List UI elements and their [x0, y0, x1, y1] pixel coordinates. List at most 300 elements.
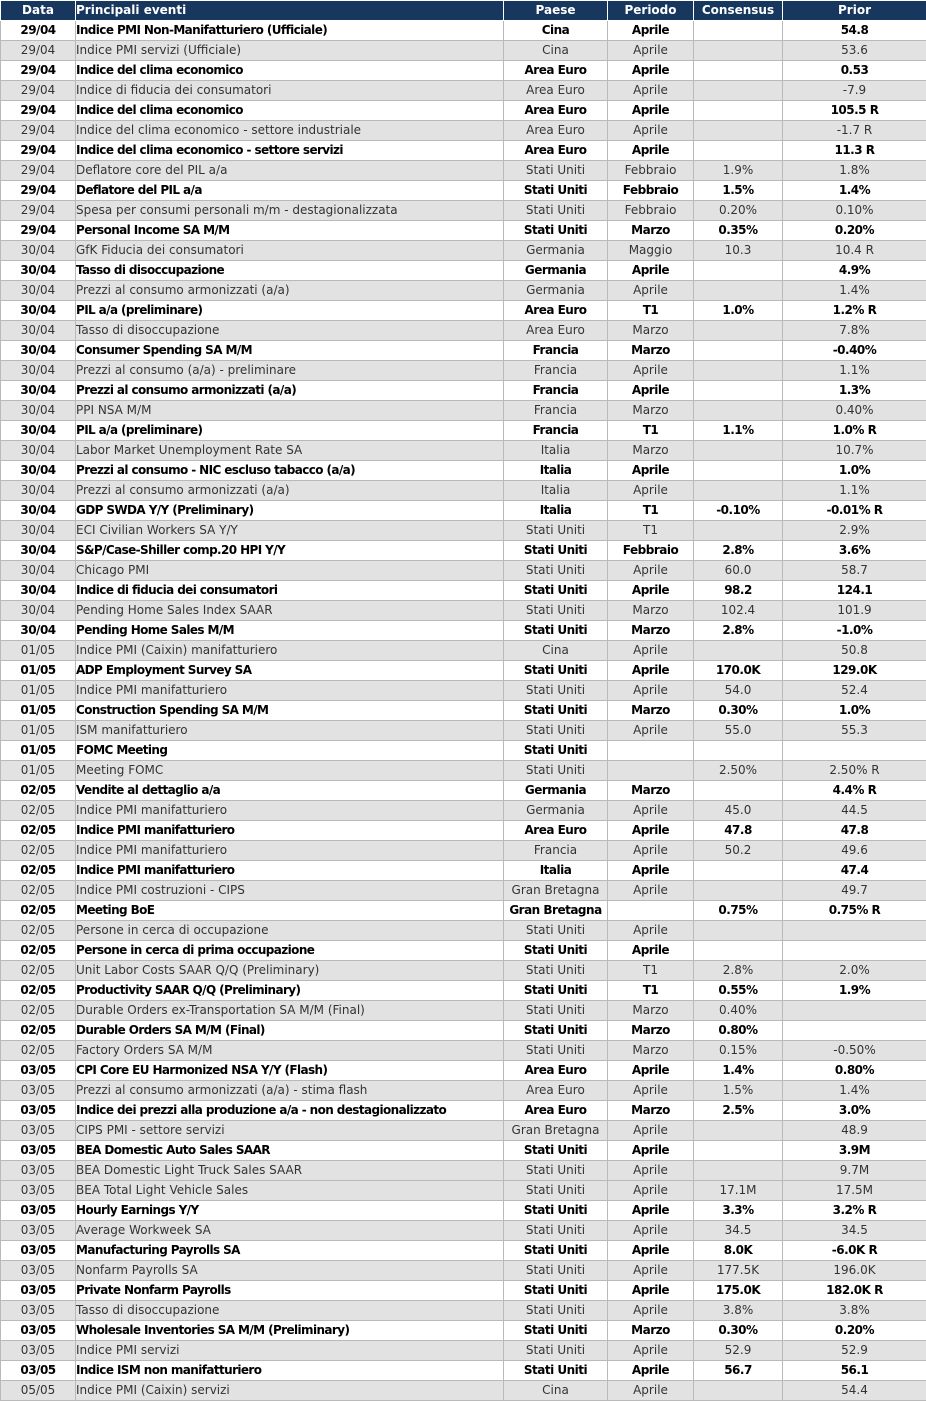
cell-date: 30/04 — [1, 321, 76, 341]
cell-prior: 2.0% — [783, 961, 926, 981]
cell-country: Stati Uniti — [504, 1221, 608, 1241]
cell-date: 30/04 — [1, 381, 76, 401]
cell-consensus — [694, 921, 783, 941]
table-row — [1, 201, 926, 221]
cell-prior: 4.4% R — [783, 781, 926, 801]
cell-consensus: 0.15% — [694, 1041, 783, 1061]
table-row — [1, 1181, 926, 1201]
cell-prior: -0.40% — [783, 341, 926, 361]
cell-period: T1 — [608, 301, 694, 321]
cell-date: 30/04 — [1, 341, 76, 361]
table-header — [1, 1, 926, 21]
cell-date: 02/05 — [1, 1001, 76, 1021]
cell-prior: 2.9% — [783, 521, 926, 541]
cell-period: Aprile — [608, 1261, 694, 1281]
cell-country: Stati Uniti — [504, 1041, 608, 1061]
cell-event: Hourly Earnings Y/Y — [76, 1201, 504, 1221]
cell-event: BEA Domestic Light Truck Sales SAAR — [76, 1161, 504, 1181]
cell-consensus — [694, 941, 783, 961]
cell-prior: -0.50% — [783, 1041, 926, 1061]
cell-event: Manufacturing Payrolls SA — [76, 1241, 504, 1261]
cell-country: Area Euro — [504, 141, 608, 161]
cell-event: ADP Employment Survey SA — [76, 661, 504, 681]
cell-country: Area Euro — [504, 1101, 608, 1121]
cell-date: 01/05 — [1, 681, 76, 701]
cell-prior: -6.0K R — [783, 1241, 926, 1261]
table-row — [1, 1021, 926, 1041]
cell-event: Indice PMI (Caixin) servizi — [76, 1381, 504, 1401]
cell-country: Stati Uniti — [504, 1201, 608, 1221]
table-row — [1, 1321, 926, 1341]
table-row — [1, 761, 926, 781]
cell-period: Aprile — [608, 261, 694, 281]
cell-prior: 1.3% — [783, 381, 926, 401]
cell-period: Aprile — [608, 21, 694, 41]
cell-country: Francia — [504, 361, 608, 381]
cell-period: Aprile — [608, 81, 694, 101]
cell-prior: 1.2% R — [783, 301, 926, 321]
cell-date: 30/04 — [1, 581, 76, 601]
cell-event: Chicago PMI — [76, 561, 504, 581]
cell-consensus — [694, 881, 783, 901]
table-row — [1, 621, 926, 641]
cell-event: Deflatore core del PIL a/a — [76, 161, 504, 181]
cell-event: Indice PMI costruzioni - CIPS — [76, 881, 504, 901]
cell-prior: 10.4 R — [783, 241, 926, 261]
table-row — [1, 21, 926, 41]
cell-event: CIPS PMI - settore servizi — [76, 1121, 504, 1141]
cell-prior: 4.9% — [783, 261, 926, 281]
cell-period: T1 — [608, 961, 694, 981]
cell-date: 30/04 — [1, 361, 76, 381]
cell-country: Germania — [504, 801, 608, 821]
cell-prior: 58.7 — [783, 561, 926, 581]
cell-period — [608, 901, 694, 921]
cell-country: Area Euro — [504, 1081, 608, 1101]
cell-country: Italia — [504, 501, 608, 521]
cell-consensus: 50.2 — [694, 841, 783, 861]
cell-prior: 10.7% — [783, 441, 926, 461]
cell-period: T1 — [608, 521, 694, 541]
cell-period: Aprile — [608, 581, 694, 601]
cell-event: Prezzi al consumo - NIC escluso tabacco (a/a) — [76, 461, 504, 481]
cell-event: Prezzi al consumo (a/a) - preliminare — [76, 361, 504, 381]
cell-date: 03/05 — [1, 1321, 76, 1341]
cell-period: T1 — [608, 981, 694, 1001]
cell-prior: 55.3 — [783, 721, 926, 741]
cell-prior — [783, 941, 926, 961]
cell-event: Indice PMI servizi (Ufficiale) — [76, 41, 504, 61]
cell-consensus: 1.9% — [694, 161, 783, 181]
cell-consensus — [694, 741, 783, 761]
cell-event: Indice PMI manifatturiero — [76, 801, 504, 821]
cell-event: Labor Market Unemployment Rate SA — [76, 441, 504, 461]
cell-consensus: 2.5% — [694, 1101, 783, 1121]
cell-event: S&P/Case-Shiller comp.20 HPI Y/Y — [76, 541, 504, 561]
cell-prior: 0.20% — [783, 1321, 926, 1341]
cell-date: 01/05 — [1, 701, 76, 721]
table-row — [1, 481, 926, 501]
table-row — [1, 441, 926, 461]
cell-date: 30/04 — [1, 301, 76, 321]
cell-country: Germania — [504, 281, 608, 301]
cell-prior: 3.2% R — [783, 1201, 926, 1221]
cell-consensus — [694, 481, 783, 501]
cell-date: 01/05 — [1, 761, 76, 781]
cell-country: Stati Uniti — [504, 561, 608, 581]
table-row — [1, 1301, 926, 1321]
header-date: Data — [1, 1, 76, 21]
table-row — [1, 461, 926, 481]
cell-date: 30/04 — [1, 261, 76, 281]
cell-consensus — [694, 521, 783, 541]
cell-period: Aprile — [608, 381, 694, 401]
cell-event: Indice PMI Non-Manifatturiero (Ufficiale) — [76, 21, 504, 41]
cell-prior: 9.7M — [783, 1161, 926, 1181]
table-row — [1, 981, 926, 1001]
cell-period: Marzo — [608, 441, 694, 461]
cell-event: Indice del clima economico — [76, 61, 504, 81]
cell-consensus: 0.40% — [694, 1001, 783, 1021]
cell-country: Gran Bretagna — [504, 1121, 608, 1141]
cell-period: Marzo — [608, 1001, 694, 1021]
cell-country: Stati Uniti — [504, 1361, 608, 1381]
cell-prior: 1.0% — [783, 461, 926, 481]
cell-period: Aprile — [608, 921, 694, 941]
cell-event: Tasso di disoccupazione — [76, 321, 504, 341]
cell-prior: 3.0% — [783, 1101, 926, 1121]
cell-event: FOMC Meeting — [76, 741, 504, 761]
table-row — [1, 241, 926, 261]
cell-period: Aprile — [608, 1341, 694, 1361]
cell-prior: 11.3 R — [783, 141, 926, 161]
table-row — [1, 1381, 926, 1401]
cell-country: Gran Bretagna — [504, 881, 608, 901]
cell-date: 01/05 — [1, 661, 76, 681]
cell-prior: 47.8 — [783, 821, 926, 841]
cell-event: Unit Labor Costs SAAR Q/Q (Preliminary) — [76, 961, 504, 981]
cell-country: Stati Uniti — [504, 981, 608, 1001]
cell-date: 03/05 — [1, 1241, 76, 1261]
cell-prior: -0.01% R — [783, 501, 926, 521]
cell-event: Prezzi al consumo armonizzati (a/a) — [76, 481, 504, 501]
cell-consensus: 10.3 — [694, 241, 783, 261]
cell-prior: 49.6 — [783, 841, 926, 861]
cell-consensus: 3.8% — [694, 1301, 783, 1321]
cell-prior: 3.6% — [783, 541, 926, 561]
cell-prior: 129.0K — [783, 661, 926, 681]
table-row — [1, 1241, 926, 1261]
table-row — [1, 821, 926, 841]
cell-prior: 17.5M — [783, 1181, 926, 1201]
cell-prior: 0.53 — [783, 61, 926, 81]
cell-period: Aprile — [608, 1301, 694, 1321]
cell-event: Indice del clima economico - settore industriale — [76, 121, 504, 141]
cell-date: 29/04 — [1, 221, 76, 241]
cell-date: 02/05 — [1, 921, 76, 941]
cell-prior — [783, 741, 926, 761]
cell-event: Persone in cerca di occupazione — [76, 921, 504, 941]
cell-country: Stati Uniti — [504, 761, 608, 781]
cell-event: ECI Civilian Workers SA Y/Y — [76, 521, 504, 541]
cell-prior: 0.20% — [783, 221, 926, 241]
cell-prior: -1.0% — [783, 621, 926, 641]
cell-date: 02/05 — [1, 861, 76, 881]
cell-event: Pending Home Sales M/M — [76, 621, 504, 641]
cell-prior: 56.1 — [783, 1361, 926, 1381]
cell-period: Aprile — [608, 681, 694, 701]
cell-period: Aprile — [608, 881, 694, 901]
cell-event: Deflatore del PIL a/a — [76, 181, 504, 201]
cell-period: Aprile — [608, 361, 694, 381]
cell-prior: 1.0% — [783, 701, 926, 721]
table-row — [1, 561, 926, 581]
cell-period: Aprile — [608, 721, 694, 741]
cell-period: Aprile — [608, 1241, 694, 1261]
cell-prior: 0.40% — [783, 401, 926, 421]
cell-consensus: 0.30% — [694, 701, 783, 721]
cell-period: Aprile — [608, 801, 694, 821]
cell-event: Average Workweek SA — [76, 1221, 504, 1241]
cell-date: 02/05 — [1, 1021, 76, 1041]
table-row — [1, 321, 926, 341]
cell-country: Stati Uniti — [504, 1341, 608, 1361]
cell-event: PIL a/a (preliminare) — [76, 301, 504, 321]
cell-consensus: 0.30% — [694, 1321, 783, 1341]
cell-period: Aprile — [608, 281, 694, 301]
cell-date: 29/04 — [1, 81, 76, 101]
cell-country: Cina — [504, 21, 608, 41]
cell-event: Productivity SAAR Q/Q (Preliminary) — [76, 981, 504, 1001]
cell-consensus — [694, 61, 783, 81]
cell-event: Indice PMI manifatturiero — [76, 681, 504, 701]
table-row — [1, 521, 926, 541]
cell-country: Area Euro — [504, 301, 608, 321]
cell-consensus — [694, 381, 783, 401]
cell-period: Aprile — [608, 661, 694, 681]
cell-period: T1 — [608, 421, 694, 441]
cell-event: Durable Orders ex-Transportation SA M/M (Final) — [76, 1001, 504, 1021]
table-row — [1, 961, 926, 981]
table-row — [1, 741, 926, 761]
cell-date: 30/04 — [1, 621, 76, 641]
cell-period: Aprile — [608, 561, 694, 581]
cell-consensus — [694, 461, 783, 481]
cell-date: 03/05 — [1, 1361, 76, 1381]
cell-consensus: 56.7 — [694, 1361, 783, 1381]
cell-consensus: 8.0K — [694, 1241, 783, 1261]
cell-country: Area Euro — [504, 1061, 608, 1081]
header-consensus: Consensus — [694, 1, 783, 21]
cell-event: Indice PMI manifatturiero — [76, 861, 504, 881]
cell-consensus: 0.20% — [694, 201, 783, 221]
cell-period: Aprile — [608, 41, 694, 61]
cell-consensus — [694, 861, 783, 881]
cell-date: 30/04 — [1, 461, 76, 481]
cell-event: Spesa per consumi personali m/m - destagionalizzata — [76, 201, 504, 221]
cell-prior: 1.8% — [783, 161, 926, 181]
cell-period: Marzo — [608, 701, 694, 721]
cell-country: Stati Uniti — [504, 1301, 608, 1321]
table-row — [1, 1201, 926, 1221]
table-row — [1, 1081, 926, 1101]
cell-period: Aprile — [608, 841, 694, 861]
table-row — [1, 601, 926, 621]
table-row — [1, 1121, 926, 1141]
cell-prior: 48.9 — [783, 1121, 926, 1141]
cell-event: GDP SWDA Y/Y (Preliminary) — [76, 501, 504, 521]
cell-country: Stati Uniti — [504, 1241, 608, 1261]
cell-prior — [783, 1021, 926, 1041]
cell-consensus: 17.1M — [694, 1181, 783, 1201]
cell-period: Aprile — [608, 1201, 694, 1221]
cell-period: Aprile — [608, 481, 694, 501]
cell-consensus: 54.0 — [694, 681, 783, 701]
cell-prior: 182.0K R — [783, 1281, 926, 1301]
cell-event: Construction Spending SA M/M — [76, 701, 504, 721]
cell-period — [608, 761, 694, 781]
cell-date: 01/05 — [1, 741, 76, 761]
cell-prior: 44.5 — [783, 801, 926, 821]
cell-consensus — [694, 1121, 783, 1141]
cell-period: T1 — [608, 501, 694, 521]
cell-country: Stati Uniti — [504, 681, 608, 701]
cell-prior: 1.1% — [783, 481, 926, 501]
cell-period: Aprile — [608, 1081, 694, 1101]
cell-country: Stati Uniti — [504, 721, 608, 741]
cell-period: Aprile — [608, 141, 694, 161]
cell-event: Vendite al dettaglio a/a — [76, 781, 504, 801]
table-row — [1, 361, 926, 381]
table-row — [1, 1001, 926, 1021]
table-row — [1, 41, 926, 61]
cell-consensus: 0.35% — [694, 221, 783, 241]
cell-event: Private Nonfarm Payrolls — [76, 1281, 504, 1301]
cell-prior: 2.50% R — [783, 761, 926, 781]
table-row — [1, 381, 926, 401]
cell-consensus: 1.5% — [694, 181, 783, 201]
cell-event: Pending Home Sales Index SAAR — [76, 601, 504, 621]
cell-date: 29/04 — [1, 21, 76, 41]
cell-prior: 1.9% — [783, 981, 926, 1001]
cell-country: Germania — [504, 261, 608, 281]
table-row — [1, 941, 926, 961]
cell-date: 03/05 — [1, 1101, 76, 1121]
table-row — [1, 161, 926, 181]
cell-country: Stati Uniti — [504, 661, 608, 681]
cell-country: Stati Uniti — [504, 201, 608, 221]
cell-event: Indice PMI (Caixin) manifatturiero — [76, 641, 504, 661]
table-row — [1, 1041, 926, 1061]
cell-prior: 3.8% — [783, 1301, 926, 1321]
cell-prior: 54.4 — [783, 1381, 926, 1401]
cell-date: 03/05 — [1, 1341, 76, 1361]
cell-prior: 53.6 — [783, 41, 926, 61]
cell-date: 30/04 — [1, 501, 76, 521]
cell-country: Francia — [504, 381, 608, 401]
cell-date: 01/05 — [1, 641, 76, 661]
header-period: Periodo — [608, 1, 694, 21]
table-row — [1, 221, 926, 241]
cell-consensus — [694, 781, 783, 801]
table-row — [1, 421, 926, 441]
cell-prior: 1.4% — [783, 1081, 926, 1101]
table-row — [1, 101, 926, 121]
table-row — [1, 1281, 926, 1301]
cell-date: 30/04 — [1, 401, 76, 421]
table-row — [1, 721, 926, 741]
table-row — [1, 281, 926, 301]
cell-prior: 3.9M — [783, 1141, 926, 1161]
cell-country: Stati Uniti — [504, 1181, 608, 1201]
table-row — [1, 841, 926, 861]
cell-country: Area Euro — [504, 821, 608, 841]
cell-date: 30/04 — [1, 601, 76, 621]
cell-date: 02/05 — [1, 781, 76, 801]
cell-consensus — [694, 121, 783, 141]
table-row — [1, 1141, 926, 1161]
cell-country: Stati Uniti — [504, 541, 608, 561]
cell-event: Prezzi al consumo armonizzati (a/a) — [76, 381, 504, 401]
cell-country: Stati Uniti — [504, 581, 608, 601]
cell-period: Marzo — [608, 341, 694, 361]
cell-consensus: 47.8 — [694, 821, 783, 841]
cell-period: Marzo — [608, 601, 694, 621]
cell-event: GfK Fiducia dei consumatori — [76, 241, 504, 261]
cell-date: 02/05 — [1, 841, 76, 861]
cell-date: 03/05 — [1, 1281, 76, 1301]
cell-period: Marzo — [608, 781, 694, 801]
cell-prior: 34.5 — [783, 1221, 926, 1241]
cell-date: 03/05 — [1, 1161, 76, 1181]
cell-country: Stati Uniti — [504, 741, 608, 761]
cell-country: Stati Uniti — [504, 701, 608, 721]
cell-country: Italia — [504, 861, 608, 881]
cell-consensus: 1.1% — [694, 421, 783, 441]
cell-date: 05/05 — [1, 1381, 76, 1401]
cell-event: Indice di fiducia dei consumatori — [76, 81, 504, 101]
cell-country: Stati Uniti — [504, 1021, 608, 1041]
cell-country: Stati Uniti — [504, 1321, 608, 1341]
cell-date: 29/04 — [1, 121, 76, 141]
cell-country: Cina — [504, 41, 608, 61]
cell-consensus: 2.8% — [694, 961, 783, 981]
cell-date: 01/05 — [1, 721, 76, 741]
cell-period: Marzo — [608, 221, 694, 241]
cell-date: 03/05 — [1, 1201, 76, 1221]
cell-country: Gran Bretagna — [504, 901, 608, 921]
cell-country: Area Euro — [504, 321, 608, 341]
cell-period: Marzo — [608, 621, 694, 641]
cell-consensus — [694, 1381, 783, 1401]
cell-period: Marzo — [608, 1101, 694, 1121]
header-event: Principali eventi — [76, 1, 504, 21]
cell-event: Indice del clima economico — [76, 101, 504, 121]
cell-consensus: 60.0 — [694, 561, 783, 581]
cell-event: Meeting FOMC — [76, 761, 504, 781]
table-row — [1, 1161, 926, 1181]
cell-consensus — [694, 41, 783, 61]
cell-period: Aprile — [608, 101, 694, 121]
cell-consensus: 1.0% — [694, 301, 783, 321]
cell-consensus: 0.55% — [694, 981, 783, 1001]
cell-event: ISM manifatturiero — [76, 721, 504, 741]
cell-date: 02/05 — [1, 961, 76, 981]
cell-prior: 105.5 R — [783, 101, 926, 121]
cell-consensus: 34.5 — [694, 1221, 783, 1241]
cell-consensus — [694, 1161, 783, 1181]
cell-date: 29/04 — [1, 41, 76, 61]
